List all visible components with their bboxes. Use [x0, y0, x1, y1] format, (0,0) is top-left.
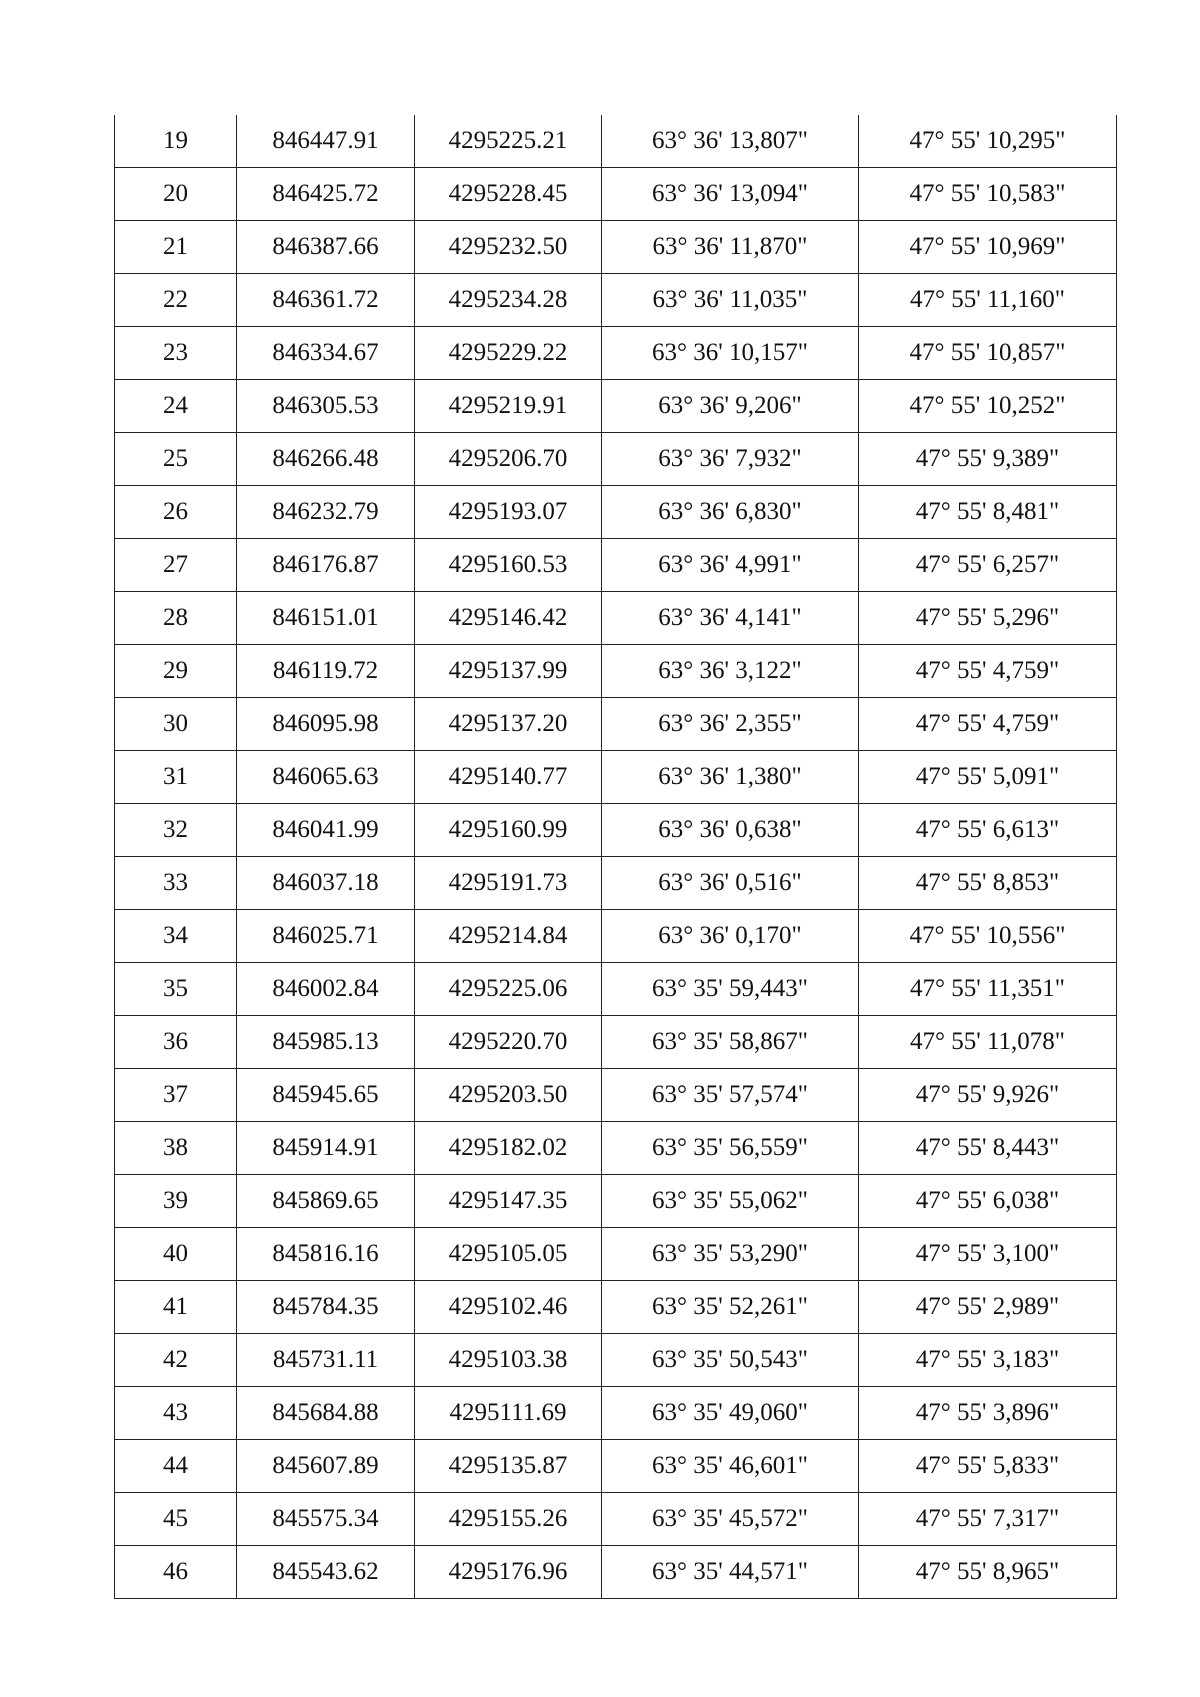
x-coordinate-cell: 846025.71	[237, 910, 415, 963]
point-number-cell: 24	[115, 380, 237, 433]
longitude-cell: 63° 36' 3,122"	[602, 645, 859, 698]
longitude-cell: 63° 35' 45,572"	[602, 1493, 859, 1546]
x-coordinate-cell: 845543.62	[237, 1546, 415, 1599]
y-coordinate-cell: 4295111.69	[415, 1387, 602, 1440]
y-coordinate-cell: 4295232.50	[415, 221, 602, 274]
y-coordinate-cell: 4295193.07	[415, 486, 602, 539]
table-row	[115, 1175, 1117, 1228]
y-coordinate-cell: 4295160.53	[415, 539, 602, 592]
x-coordinate-cell: 845784.35	[237, 1281, 415, 1334]
table-row	[115, 486, 1117, 539]
table-row	[115, 539, 1117, 592]
longitude-cell: 63° 35' 53,290"	[602, 1228, 859, 1281]
y-coordinate-cell: 4295147.35	[415, 1175, 602, 1228]
table-row	[115, 1228, 1117, 1281]
point-number-cell: 37	[115, 1069, 237, 1122]
longitude-cell: 63° 36' 0,516"	[602, 857, 859, 910]
longitude-cell: 63° 36' 6,830"	[602, 486, 859, 539]
longitude-cell: 63° 35' 57,574"	[602, 1069, 859, 1122]
x-coordinate-cell: 845985.13	[237, 1016, 415, 1069]
x-coordinate-cell: 845914.91	[237, 1122, 415, 1175]
longitude-cell: 63° 35' 56,559"	[602, 1122, 859, 1175]
x-coordinate-cell: 846387.66	[237, 221, 415, 274]
longitude-cell: 63° 36' 1,380"	[602, 751, 859, 804]
y-coordinate-cell: 4295203.50	[415, 1069, 602, 1122]
y-coordinate-cell: 4295229.22	[415, 327, 602, 380]
point-number-cell: 30	[115, 698, 237, 751]
table-row	[115, 1069, 1117, 1122]
x-coordinate-cell: 846425.72	[237, 168, 415, 221]
table-row	[115, 1387, 1117, 1440]
x-coordinate-cell: 845731.11	[237, 1334, 415, 1387]
y-coordinate-cell: 4295135.87	[415, 1440, 602, 1493]
longitude-cell: 63° 36' 11,035"	[602, 274, 859, 327]
x-coordinate-cell: 846334.67	[237, 327, 415, 380]
latitude-cell: 47° 55' 10,556"	[859, 910, 1117, 963]
point-number-cell: 40	[115, 1228, 237, 1281]
x-coordinate-cell: 845684.88	[237, 1387, 415, 1440]
point-number-cell: 23	[115, 327, 237, 380]
latitude-cell: 47° 55' 11,078"	[859, 1016, 1117, 1069]
y-coordinate-cell: 4295219.91	[415, 380, 602, 433]
y-coordinate-cell: 4295228.45	[415, 168, 602, 221]
latitude-cell: 47° 55' 8,853"	[859, 857, 1117, 910]
y-coordinate-cell: 4295234.28	[415, 274, 602, 327]
point-number-cell: 42	[115, 1334, 237, 1387]
x-coordinate-cell: 846002.84	[237, 963, 415, 1016]
latitude-cell: 47° 55' 3,896"	[859, 1387, 1117, 1440]
longitude-cell: 63° 35' 44,571"	[602, 1546, 859, 1599]
table-row	[115, 910, 1117, 963]
table-row	[115, 698, 1117, 751]
point-number-cell: 21	[115, 221, 237, 274]
y-coordinate-cell: 4295103.38	[415, 1334, 602, 1387]
point-number-cell: 43	[115, 1387, 237, 1440]
point-number-cell: 38	[115, 1122, 237, 1175]
point-number-cell: 35	[115, 963, 237, 1016]
point-number-cell: 28	[115, 592, 237, 645]
longitude-cell: 63° 36' 10,157"	[602, 327, 859, 380]
table-row	[115, 115, 1117, 168]
latitude-cell: 47° 55' 10,252"	[859, 380, 1117, 433]
latitude-cell: 47° 55' 6,257"	[859, 539, 1117, 592]
x-coordinate-cell: 846037.18	[237, 857, 415, 910]
table-row	[115, 168, 1117, 221]
x-coordinate-cell: 845945.65	[237, 1069, 415, 1122]
y-coordinate-cell: 4295182.02	[415, 1122, 602, 1175]
table-row	[115, 963, 1117, 1016]
x-coordinate-cell: 846266.48	[237, 433, 415, 486]
table-row	[115, 592, 1117, 645]
point-number-cell: 26	[115, 486, 237, 539]
latitude-cell: 47° 55' 8,443"	[859, 1122, 1117, 1175]
x-coordinate-cell: 846041.99	[237, 804, 415, 857]
x-coordinate-cell: 845575.34	[237, 1493, 415, 1546]
latitude-cell: 47° 55' 10,295"	[859, 115, 1117, 168]
longitude-cell: 63° 36' 0,638"	[602, 804, 859, 857]
point-number-cell: 19	[115, 115, 237, 168]
latitude-cell: 47° 55' 5,833"	[859, 1440, 1117, 1493]
latitude-cell: 47° 55' 7,317"	[859, 1493, 1117, 1546]
point-number-cell: 31	[115, 751, 237, 804]
coordinates-table	[114, 115, 1117, 1599]
latitude-cell: 47° 55' 5,091"	[859, 751, 1117, 804]
x-coordinate-cell: 846065.63	[237, 751, 415, 804]
y-coordinate-cell: 4295105.05	[415, 1228, 602, 1281]
table-row	[115, 274, 1117, 327]
latitude-cell: 47° 55' 6,613"	[859, 804, 1117, 857]
latitude-cell: 47° 55' 10,583"	[859, 168, 1117, 221]
latitude-cell: 47° 55' 10,857"	[859, 327, 1117, 380]
table-row	[115, 1122, 1117, 1175]
x-coordinate-cell: 846361.72	[237, 274, 415, 327]
y-coordinate-cell: 4295225.21	[415, 115, 602, 168]
point-number-cell: 34	[115, 910, 237, 963]
y-coordinate-cell: 4295206.70	[415, 433, 602, 486]
table-row	[115, 1334, 1117, 1387]
latitude-cell: 47° 55' 5,296"	[859, 592, 1117, 645]
longitude-cell: 63° 36' 13,094"	[602, 168, 859, 221]
table-row	[115, 645, 1117, 698]
longitude-cell: 63° 35' 52,261"	[602, 1281, 859, 1334]
longitude-cell: 63° 35' 55,062"	[602, 1175, 859, 1228]
x-coordinate-cell: 845607.89	[237, 1440, 415, 1493]
table-row	[115, 433, 1117, 486]
table-row	[115, 327, 1117, 380]
x-coordinate-cell: 846232.79	[237, 486, 415, 539]
x-coordinate-cell: 846447.91	[237, 115, 415, 168]
table-row	[115, 1493, 1117, 1546]
point-number-cell: 27	[115, 539, 237, 592]
point-number-cell: 46	[115, 1546, 237, 1599]
x-coordinate-cell: 846176.87	[237, 539, 415, 592]
longitude-cell: 63° 36' 4,141"	[602, 592, 859, 645]
table-row	[115, 1281, 1117, 1334]
x-coordinate-cell: 846119.72	[237, 645, 415, 698]
y-coordinate-cell: 4295146.42	[415, 592, 602, 645]
x-coordinate-cell: 846305.53	[237, 380, 415, 433]
longitude-cell: 63° 36' 7,932"	[602, 433, 859, 486]
x-coordinate-cell: 845816.16	[237, 1228, 415, 1281]
longitude-cell: 63° 35' 58,867"	[602, 1016, 859, 1069]
x-coordinate-cell: 846095.98	[237, 698, 415, 751]
latitude-cell: 47° 55' 6,038"	[859, 1175, 1117, 1228]
point-number-cell: 39	[115, 1175, 237, 1228]
table-row	[115, 1440, 1117, 1493]
longitude-cell: 63° 35' 46,601"	[602, 1440, 859, 1493]
latitude-cell: 47° 55' 3,183"	[859, 1334, 1117, 1387]
point-number-cell: 20	[115, 168, 237, 221]
table-row	[115, 1546, 1117, 1599]
latitude-cell: 47° 55' 11,160"	[859, 274, 1117, 327]
latitude-cell: 47° 55' 9,926"	[859, 1069, 1117, 1122]
point-number-cell: 25	[115, 433, 237, 486]
y-coordinate-cell: 4295225.06	[415, 963, 602, 1016]
y-coordinate-cell: 4295191.73	[415, 857, 602, 910]
point-number-cell: 36	[115, 1016, 237, 1069]
latitude-cell: 47° 55' 2,989"	[859, 1281, 1117, 1334]
point-number-cell: 41	[115, 1281, 237, 1334]
latitude-cell: 47° 55' 9,389"	[859, 433, 1117, 486]
point-number-cell: 32	[115, 804, 237, 857]
latitude-cell: 47° 55' 4,759"	[859, 645, 1117, 698]
longitude-cell: 63° 36' 11,870"	[602, 221, 859, 274]
longitude-cell: 63° 35' 59,443"	[602, 963, 859, 1016]
latitude-cell: 47° 55' 4,759"	[859, 698, 1117, 751]
table-row	[115, 380, 1117, 433]
longitude-cell: 63° 36' 9,206"	[602, 380, 859, 433]
table-row	[115, 221, 1117, 274]
longitude-cell: 63° 36' 0,170"	[602, 910, 859, 963]
latitude-cell: 47° 55' 8,965"	[859, 1546, 1117, 1599]
longitude-cell: 63° 36' 13,807"	[602, 115, 859, 168]
latitude-cell: 47° 55' 11,351"	[859, 963, 1117, 1016]
y-coordinate-cell: 4295102.46	[415, 1281, 602, 1334]
table-row	[115, 804, 1117, 857]
y-coordinate-cell: 4295137.20	[415, 698, 602, 751]
longitude-cell: 63° 35' 49,060"	[602, 1387, 859, 1440]
latitude-cell: 47° 55' 10,969"	[859, 221, 1117, 274]
coordinates-table-body	[115, 115, 1117, 1599]
point-number-cell: 22	[115, 274, 237, 327]
x-coordinate-cell: 846151.01	[237, 592, 415, 645]
table-row	[115, 751, 1117, 804]
y-coordinate-cell: 4295155.26	[415, 1493, 602, 1546]
y-coordinate-cell: 4295160.99	[415, 804, 602, 857]
longitude-cell: 63° 36' 2,355"	[602, 698, 859, 751]
x-coordinate-cell: 845869.65	[237, 1175, 415, 1228]
latitude-cell: 47° 55' 3,100"	[859, 1228, 1117, 1281]
longitude-cell: 63° 36' 4,991"	[602, 539, 859, 592]
y-coordinate-cell: 4295176.96	[415, 1546, 602, 1599]
point-number-cell: 44	[115, 1440, 237, 1493]
latitude-cell: 47° 55' 8,481"	[859, 486, 1117, 539]
table-row	[115, 1016, 1117, 1069]
point-number-cell: 29	[115, 645, 237, 698]
table-row	[115, 857, 1117, 910]
point-number-cell: 33	[115, 857, 237, 910]
point-number-cell: 45	[115, 1493, 237, 1546]
y-coordinate-cell: 4295220.70	[415, 1016, 602, 1069]
y-coordinate-cell: 4295137.99	[415, 645, 602, 698]
y-coordinate-cell: 4295214.84	[415, 910, 602, 963]
longitude-cell: 63° 35' 50,543"	[602, 1334, 859, 1387]
y-coordinate-cell: 4295140.77	[415, 751, 602, 804]
